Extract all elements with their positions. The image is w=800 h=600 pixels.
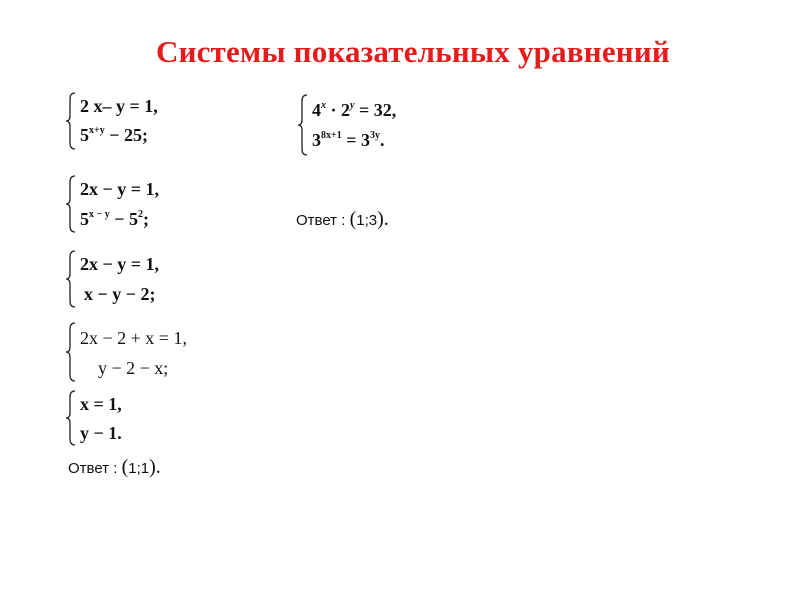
answer-1-3: Ответ : (1;3). xyxy=(296,208,389,230)
equation-line: 2x − y = 1, xyxy=(80,179,160,199)
equation-line: $5^{x+y} - 25$; xyxy=(80,125,148,145)
left-brace-icon xyxy=(66,390,76,446)
equation-line: 2 x– y = 1, xyxy=(80,96,158,116)
equation-system-2 xyxy=(66,175,226,233)
left-brace-icon xyxy=(298,94,308,156)
answer-1-1: Ответ : (1;1). xyxy=(68,456,161,478)
equation-line: 2x − 2 + x = 1, xyxy=(80,328,187,348)
equation-line: y − 2 − x; xyxy=(98,358,169,378)
equation-system-right xyxy=(298,94,458,156)
equation-line: $4^x \cdot 2^y = 32$, xyxy=(312,100,397,120)
left-brace-icon xyxy=(66,322,76,382)
equation-line: y − 1. xyxy=(80,423,122,443)
equation-system-1 xyxy=(66,92,226,150)
equation-line: $3^{8x+1} = 3^{3y}$. xyxy=(312,130,385,150)
equation-system-3 xyxy=(66,250,226,308)
left-brace-icon xyxy=(66,92,76,150)
equation-line: x = 1, xyxy=(80,394,122,414)
slide-title: Системы показательных уравнений xyxy=(156,34,670,69)
equation-system-5 xyxy=(66,390,186,446)
left-brace-icon xyxy=(66,250,76,308)
equation-line: x − y − 2; xyxy=(84,284,156,304)
equation-line: $5^{x - y} - 5^2$; xyxy=(80,209,149,229)
equation-system-4 xyxy=(66,322,236,382)
equation-line: 2x − y = 1, xyxy=(80,254,160,274)
left-brace-icon xyxy=(66,175,76,233)
